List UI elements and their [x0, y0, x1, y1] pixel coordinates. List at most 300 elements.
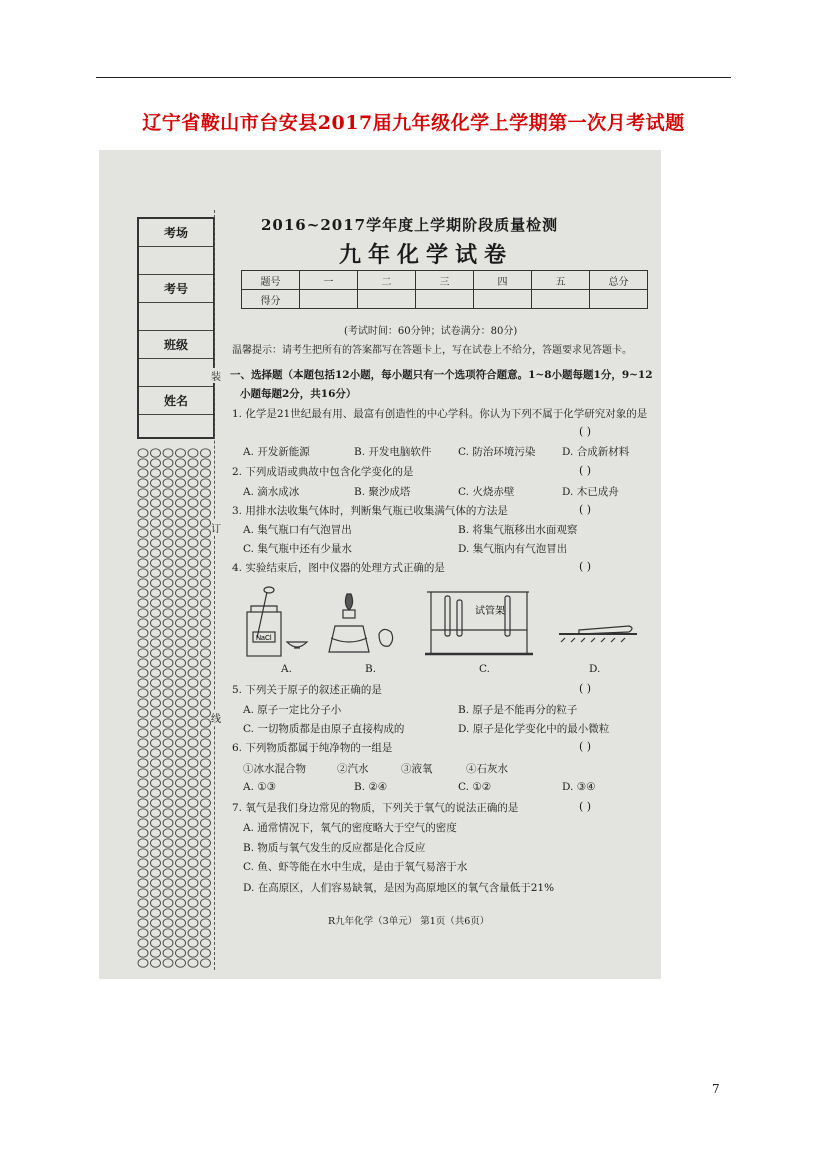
answer-bubble [151, 689, 161, 697]
answer-bubble [188, 539, 198, 547]
answer-bubble [163, 479, 173, 487]
answer-bubble [163, 579, 173, 587]
answer-bubble [201, 819, 211, 827]
score-cell [474, 290, 532, 309]
scanned-exam-photo [99, 150, 661, 979]
answer-bubble [138, 769, 148, 777]
option: C. 鱼、虾等能在水中生成，是由于氧气易溶于水 [243, 861, 468, 873]
question-stem: 5. 下列关于原子的叙述正确的是 [232, 684, 382, 696]
answer-bubble [201, 729, 211, 737]
answer-bubble [176, 719, 186, 727]
answer-bubble [188, 869, 198, 877]
answer-bubble [151, 899, 161, 907]
answer-bubble [188, 829, 198, 837]
answer-bubble [138, 949, 148, 957]
answer-bubble [188, 949, 198, 957]
answer-bubble [138, 719, 148, 727]
score-cell [416, 290, 474, 309]
answer-paren: ( ) [579, 425, 592, 438]
option: D. 木已成舟 [562, 486, 619, 498]
answer-bubble [188, 749, 198, 757]
info-blank [139, 247, 213, 275]
answer-bubble [151, 449, 161, 457]
item: ④石灰水 [466, 763, 508, 775]
answer-bubble [151, 829, 161, 837]
answer-bubble [151, 639, 161, 647]
answer-bubble [151, 819, 161, 827]
answer-bubble [138, 729, 148, 737]
answer-bubble [176, 639, 186, 647]
answer-bubble [151, 719, 161, 727]
answer-bubble [176, 459, 186, 467]
answer-bubble [151, 839, 161, 847]
answer-paren: ( ) [579, 800, 592, 813]
test-tube-rack-icon [425, 592, 533, 654]
answer-bubble [163, 959, 173, 967]
answer-bubble [138, 639, 148, 647]
figure-option-label: D. [589, 663, 601, 675]
reminder-text: 温馨提示：请考生把所有的答案都写在答题卡上，写在试卷上不给分，答题要求见答题卡。 [232, 345, 632, 356]
answer-bubble [163, 729, 173, 737]
answer-bubble [138, 859, 148, 867]
answer-bubble [176, 839, 186, 847]
answer-bubble [163, 849, 173, 857]
score-header-cell: 二 [358, 271, 416, 290]
answer-bubble [163, 619, 173, 627]
answer-bubble [163, 589, 173, 597]
time-note: (考试时间：60分钟；试卷满分：80分) [344, 326, 518, 337]
answer-bubble [176, 589, 186, 597]
answer-bubble [201, 939, 211, 947]
answer-bubble [176, 779, 186, 787]
answer-bubble [201, 599, 211, 607]
option: A. 开发新能源 [243, 446, 310, 458]
answer-bubble [201, 799, 211, 807]
answer-bubble [151, 709, 161, 717]
info-blank [139, 359, 213, 387]
answer-bubble [201, 539, 211, 547]
answer-bubble [151, 759, 161, 767]
answer-bubble [176, 829, 186, 837]
answer-bubble [188, 469, 198, 477]
answer-bubble [151, 579, 161, 587]
answer-bubble [188, 919, 198, 927]
answer-bubble [188, 569, 198, 577]
answer-bubble [151, 779, 161, 787]
answer-bubble [151, 729, 161, 737]
answer-bubble [138, 679, 148, 687]
answer-bubble [201, 919, 211, 927]
question-stem: 4. 实验结束后，图中仪器的处理方式正确的是 [232, 562, 445, 574]
answer-bubble [201, 739, 211, 747]
answer-bubble [188, 499, 198, 507]
answer-bubble [201, 459, 211, 467]
answer-bubble [201, 479, 211, 487]
answer-bubble [138, 959, 148, 967]
answer-bubble [176, 749, 186, 757]
answer-bubble [163, 459, 173, 467]
answer-bubble [163, 809, 173, 817]
answer-bubble [201, 829, 211, 837]
answer-bubble [138, 829, 148, 837]
answer-bubble [201, 499, 211, 507]
answer-bubble [151, 569, 161, 577]
answer-bubble [201, 509, 211, 517]
answer-bubble [151, 809, 161, 817]
info-blank [139, 415, 213, 442]
answer-bubble [188, 659, 198, 667]
answer-bubble [201, 579, 211, 587]
answer-bubble [151, 489, 161, 497]
exam-title: 九年化学试卷 [339, 242, 514, 268]
answer-bubble [176, 559, 186, 567]
answer-bubble [151, 859, 161, 867]
answer-bubble [188, 769, 198, 777]
answer-bubble [176, 679, 186, 687]
answer-bubble [188, 579, 198, 587]
answer-bubble [163, 529, 173, 537]
option: D. ③④ [562, 781, 596, 793]
answer-bubble [201, 839, 211, 847]
answer-bubble [176, 519, 186, 527]
answer-bubble [138, 559, 148, 567]
answer-bubble [163, 499, 173, 507]
answer-bubble [138, 779, 148, 787]
answer-bubble [176, 609, 186, 617]
rack-label: 试管架 [475, 606, 505, 617]
answer-bubble [201, 489, 211, 497]
answer-bubble [138, 889, 148, 897]
answer-bubble [188, 819, 198, 827]
answer-bubble [151, 949, 161, 957]
binding-dashed-line [214, 210, 215, 970]
answer-bubble [188, 729, 198, 737]
answer-bubble [188, 649, 198, 657]
answer-bubble [151, 499, 161, 507]
test-tube-on-table-icon [559, 626, 637, 642]
answer-bubble [188, 739, 198, 747]
answer-bubble [138, 689, 148, 697]
option: D. 合成新材料 [562, 446, 630, 458]
option: B. 物质与氧气发生的反应都是化合反应 [243, 842, 426, 854]
answer-bubble [188, 559, 198, 567]
info-label-class: 班级 [139, 331, 213, 359]
answer-bubble [151, 469, 161, 477]
answer-bubble [176, 949, 186, 957]
answer-bubble [163, 779, 173, 787]
answer-bubble [188, 809, 198, 817]
answer-bubble [151, 669, 161, 677]
answer-bubble [176, 859, 186, 867]
answer-bubble [188, 589, 198, 597]
answer-bubble [176, 579, 186, 587]
answer-bubble [163, 449, 173, 457]
answer-bubble [188, 859, 198, 867]
answer-bubble [188, 529, 198, 537]
answer-bubble [151, 929, 161, 937]
question-stem: 1. 化学是21世纪最有用、最富有创造性的中心学科。你认为下列不属于化学研究对象的是 [232, 408, 648, 420]
answer-bubble [188, 799, 198, 807]
answer-bubble [163, 599, 173, 607]
answer-bubble [151, 559, 161, 567]
question-stem: 7. 氧气是我们身边常见的物质，下列关于氧气的说法正确的是 [232, 802, 519, 814]
question-stem: 2. 下列成语或典故中包含化学变化的是 [232, 466, 414, 478]
answer-bubble [138, 619, 148, 627]
score-header-cell: 三 [416, 271, 474, 290]
answer-bubble [176, 849, 186, 857]
option: C. ①② [458, 781, 492, 793]
header-rule [96, 77, 731, 78]
answer-bubble [138, 629, 148, 637]
option: A. 通常情况下，氧气的密度略大于空气的密度 [243, 822, 457, 834]
answer-bubble [201, 779, 211, 787]
figure-option-label: B. [365, 663, 377, 675]
option: A. ①③ [243, 781, 277, 793]
option: D. 原子是化学变化中的最小微粒 [458, 723, 610, 735]
answer-bubble [201, 889, 211, 897]
answer-bubble [138, 449, 148, 457]
answer-bubble [138, 929, 148, 937]
answer-bubble [201, 699, 211, 707]
answer-bubble [151, 739, 161, 747]
answer-bubble [151, 749, 161, 757]
answer-bubble [188, 849, 198, 857]
answer-bubble [163, 739, 173, 747]
answer-bubble [138, 489, 148, 497]
answer-bubble [176, 529, 186, 537]
option: B. 开发电脑软件 [354, 446, 432, 458]
answer-bubble [138, 739, 148, 747]
answer-bubble [163, 949, 173, 957]
answer-bubble [163, 929, 173, 937]
answer-bubble [138, 919, 148, 927]
answer-bubble [188, 759, 198, 767]
reagent-bottle-icon [247, 587, 307, 656]
answer-bubble [163, 719, 173, 727]
score-cell [358, 290, 416, 309]
answer-bubble [138, 599, 148, 607]
answer-bubble [188, 959, 198, 967]
answer-bubble [188, 549, 198, 557]
answer-bubble [151, 659, 161, 667]
answer-bubble [151, 529, 161, 537]
answer-bubble [176, 959, 186, 967]
answer-bubble [163, 569, 173, 577]
answer-bubble [138, 609, 148, 617]
answer-bubble [188, 909, 198, 917]
answer-bubble [201, 769, 211, 777]
answer-bubble [176, 739, 186, 747]
section-instruction: 一、选择题（本题包括12小题，每小题只有一个选项符合题意。1~8小题每题1分，9~12 [230, 369, 653, 381]
answer-bubble [188, 459, 198, 467]
answer-bubble [163, 639, 173, 647]
answer-bubble [176, 489, 186, 497]
answer-bubble [201, 559, 211, 567]
answer-bubble [163, 519, 173, 527]
answer-bubble [201, 639, 211, 647]
answer-bubble [138, 909, 148, 917]
option: C. 防治环境污染 [458, 446, 536, 458]
nacl-label: NaCl [256, 635, 272, 642]
answer-bubble [138, 469, 148, 477]
answer-bubble [151, 539, 161, 547]
answer-bubble [151, 799, 161, 807]
answer-bubble [163, 469, 173, 477]
answer-bubble [163, 689, 173, 697]
answer-bubble [176, 909, 186, 917]
answer-bubble [201, 469, 211, 477]
answer-bubble [163, 829, 173, 837]
student-info-box [137, 217, 215, 439]
section-instruction: 小题每题2分，共16分） [240, 388, 357, 400]
answer-paren: ( ) [579, 464, 592, 477]
item: ③液氧 [401, 763, 433, 775]
answer-bubble [188, 719, 198, 727]
document-title: 辽宁省鞍山市台安县2017届九年级化学上学期第一次月考试题 [142, 112, 685, 134]
figure-option-label: A. [281, 663, 292, 675]
score-row-label: 得分 [242, 290, 300, 309]
info-label-name: 姓名 [139, 387, 213, 415]
answer-bubble [201, 879, 211, 887]
answer-bubble [188, 939, 198, 947]
answer-bubble [201, 949, 211, 957]
answer-bubble [151, 869, 161, 877]
answer-bubble [163, 919, 173, 927]
answer-bubble [176, 759, 186, 767]
answer-bubble [176, 799, 186, 807]
answer-bubble [151, 509, 161, 517]
answer-bubble [138, 879, 148, 887]
answer-bubble [176, 449, 186, 457]
option: B. ②④ [354, 781, 388, 793]
answer-bubble [201, 909, 211, 917]
option: A. 集气瓶口有气泡冒出 [243, 524, 352, 536]
answer-bubble [201, 959, 211, 967]
answer-bubble [163, 839, 173, 847]
answer-bubble [176, 599, 186, 607]
option: B. 聚沙成塔 [354, 486, 411, 498]
answer-bubble [188, 669, 198, 677]
answer-bubble [188, 519, 198, 527]
answer-bubble [138, 569, 148, 577]
answer-bubble [188, 929, 198, 937]
answer-bubble [176, 479, 186, 487]
answer-bubble [176, 889, 186, 897]
score-cell [590, 290, 648, 309]
answer-bubble [188, 619, 198, 627]
answer-bubble [163, 659, 173, 667]
answer-bubble [176, 689, 186, 697]
answer-bubble [176, 619, 186, 627]
answer-bubble [176, 629, 186, 637]
answer-bubble [188, 509, 198, 517]
answer-bubble [201, 679, 211, 687]
score-header-cell: 四 [474, 271, 532, 290]
answer-bubble [151, 769, 161, 777]
answer-bubble [138, 799, 148, 807]
score-header-cell: 五 [532, 271, 590, 290]
seal-char: 订 [211, 520, 221, 535]
answer-bubble [176, 699, 186, 707]
answer-bubble [151, 479, 161, 487]
answer-bubble [176, 469, 186, 477]
answer-bubble [163, 899, 173, 907]
answer-bubble [138, 659, 148, 667]
answer-bubble [176, 789, 186, 797]
answer-bubble [176, 879, 186, 887]
answer-bubble [188, 779, 198, 787]
answer-bubble [176, 819, 186, 827]
page-footer: R九年化学（3单元） 第1页（共6页） [328, 916, 490, 927]
answer-bubble [201, 899, 211, 907]
answer-bubble [138, 669, 148, 677]
answer-bubble [163, 679, 173, 687]
answer-bubble [176, 539, 186, 547]
answer-bubble [151, 589, 161, 597]
answer-bubble [188, 839, 198, 847]
answer-bubble [163, 489, 173, 497]
answer-bubble [138, 789, 148, 797]
answer-bubble [188, 479, 198, 487]
answer-bubble [188, 899, 198, 907]
answer-bubble [151, 879, 161, 887]
answer-bubble [151, 629, 161, 637]
option: B. 原子是不能再分的粒子 [458, 704, 578, 716]
answer-bubble [201, 519, 211, 527]
question-stem: 6. 下列物质都属于纯净物的一组是 [232, 742, 393, 754]
answer-bubble [188, 679, 198, 687]
answer-bubble [151, 609, 161, 617]
answer-bubble [163, 669, 173, 677]
answer-bubble [201, 449, 211, 457]
answer-bubble [201, 869, 211, 877]
answer-bubble [138, 709, 148, 717]
option: D. 集气瓶内有气泡冒出 [458, 543, 568, 555]
answer-bubble [188, 629, 198, 637]
answer-bubble [188, 879, 198, 887]
answer-bubble [138, 539, 148, 547]
option: B. 将集气瓶移出水面观察 [458, 524, 578, 536]
answer-bubble [188, 709, 198, 717]
answer-bubble [163, 819, 173, 827]
answer-bubble [201, 569, 211, 577]
answer-bubble [176, 569, 186, 577]
answer-bubble [201, 719, 211, 727]
answer-bubble [151, 919, 161, 927]
option: D. 在高原区，人们容易缺氧，是因为高原地区的氧气含量低于21% [243, 882, 555, 894]
answer-bubble [188, 609, 198, 617]
answer-bubble [151, 909, 161, 917]
answer-bubble [188, 889, 198, 897]
info-label-exam-room: 考场 [139, 219, 213, 247]
answer-bubble [138, 809, 148, 817]
answer-bubble [163, 759, 173, 767]
seal-char: 线 [211, 710, 221, 725]
answer-bubble [176, 549, 186, 557]
info-label-exam-number: 考号 [139, 275, 213, 303]
answer-bubble [188, 489, 198, 497]
answer-bubble [201, 849, 211, 857]
answer-bubble [138, 939, 148, 947]
answer-bubble [151, 459, 161, 467]
answer-bubble [138, 579, 148, 587]
score-header-cell: 总分 [590, 271, 648, 290]
answer-paren: ( ) [579, 740, 592, 753]
alcohol-lamp-icon [329, 594, 393, 652]
answer-bubble [138, 509, 148, 517]
answer-bubble [163, 879, 173, 887]
item: ②汽水 [337, 763, 369, 775]
